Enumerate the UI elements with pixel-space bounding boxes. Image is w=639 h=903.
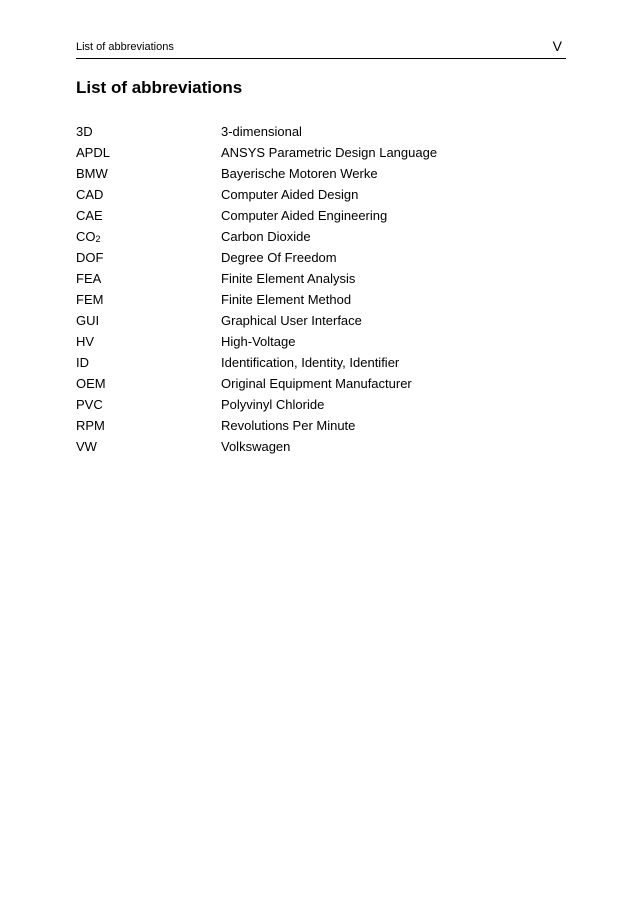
abbreviation-row-fem: [76, 292, 556, 313]
abbreviation-row-oem: [76, 376, 556, 397]
abbreviation-meaning: Volkswagen: [221, 439, 291, 454]
abbreviation-meaning: Carbon Dioxide: [221, 229, 311, 244]
abbreviation-meaning: Graphical User Interface: [221, 313, 362, 328]
abbreviation-term: BMW: [76, 166, 108, 181]
abbreviation-meaning: Bayerische Motoren Werke: [221, 166, 378, 181]
abbreviation-term: GUI: [76, 313, 100, 328]
section-heading: List of abbreviations: [76, 78, 243, 97]
abbreviation-term: OEM: [76, 376, 106, 391]
abbreviation-term: [76, 229, 101, 245]
abbreviation-term: DOF: [76, 250, 104, 265]
abbreviation-term: RPM: [76, 418, 105, 433]
abbreviation-term: HV: [76, 334, 95, 349]
abbreviation-row-pvc: [76, 397, 556, 418]
abbreviation-row-3d: [76, 124, 556, 145]
abbreviation-meaning: Degree Of Freedom: [221, 250, 337, 265]
abbreviation-term: CAE: [76, 208, 103, 223]
abbreviation-row-hv: [76, 334, 556, 355]
abbreviation-term: FEM: [76, 292, 104, 307]
abbreviation-meaning: High-Voltage: [221, 334, 296, 349]
abbreviation-meaning: Computer Aided Design: [221, 187, 359, 202]
abbreviation-row-rpm: [76, 418, 556, 439]
abbreviation-row-fea: [76, 271, 556, 292]
abbreviation-row-cad: [76, 187, 556, 208]
running-title: List of abbreviations: [76, 41, 174, 53]
abbreviation-term: CAD: [76, 187, 104, 202]
abbreviation-row-vw: [76, 439, 556, 460]
abbreviation-term: 3D: [76, 124, 93, 139]
abbreviation-meaning: Computer Aided Engineering: [221, 208, 388, 223]
page-header: [76, 38, 566, 59]
abbreviation-meaning: Revolutions Per Minute: [221, 418, 356, 433]
abbreviation-term-base: CO: [76, 229, 96, 244]
abbreviation-row-id: [76, 355, 556, 376]
abbreviation-meaning: Identification, Identity, Identifier: [221, 355, 400, 370]
page-number: V: [552, 38, 562, 54]
abbreviation-meaning: 3-dimensional: [221, 124, 302, 139]
abbreviation-term: VW: [76, 439, 97, 454]
abbreviation-row-cae: [76, 208, 556, 229]
abbreviation-row-bmw: [76, 166, 556, 187]
abbreviation-meaning: ANSYS Parametric Design Language: [221, 145, 438, 160]
abbreviation-meaning: Finite Element Analysis: [221, 271, 356, 286]
abbreviation-row-gui: [76, 313, 556, 334]
abbreviation-meaning: Finite Element Method: [221, 292, 352, 307]
abbreviation-meaning: Polyvinyl Chloride: [221, 397, 325, 412]
abbreviation-row-apdl: [76, 145, 556, 166]
abbreviation-row-dof: [76, 250, 556, 271]
abbreviation-term: PVC: [76, 397, 103, 412]
abbreviation-meaning: Original Equipment Manufacturer: [221, 376, 412, 391]
abbreviation-term-subscript: 2: [95, 234, 101, 244]
abbreviation-term: FEA: [76, 271, 102, 286]
abbreviation-row-co2: [76, 229, 556, 250]
abbreviation-list: [76, 124, 556, 460]
abbreviation-term: ID: [76, 355, 89, 370]
abbreviation-term: APDL: [76, 145, 110, 160]
